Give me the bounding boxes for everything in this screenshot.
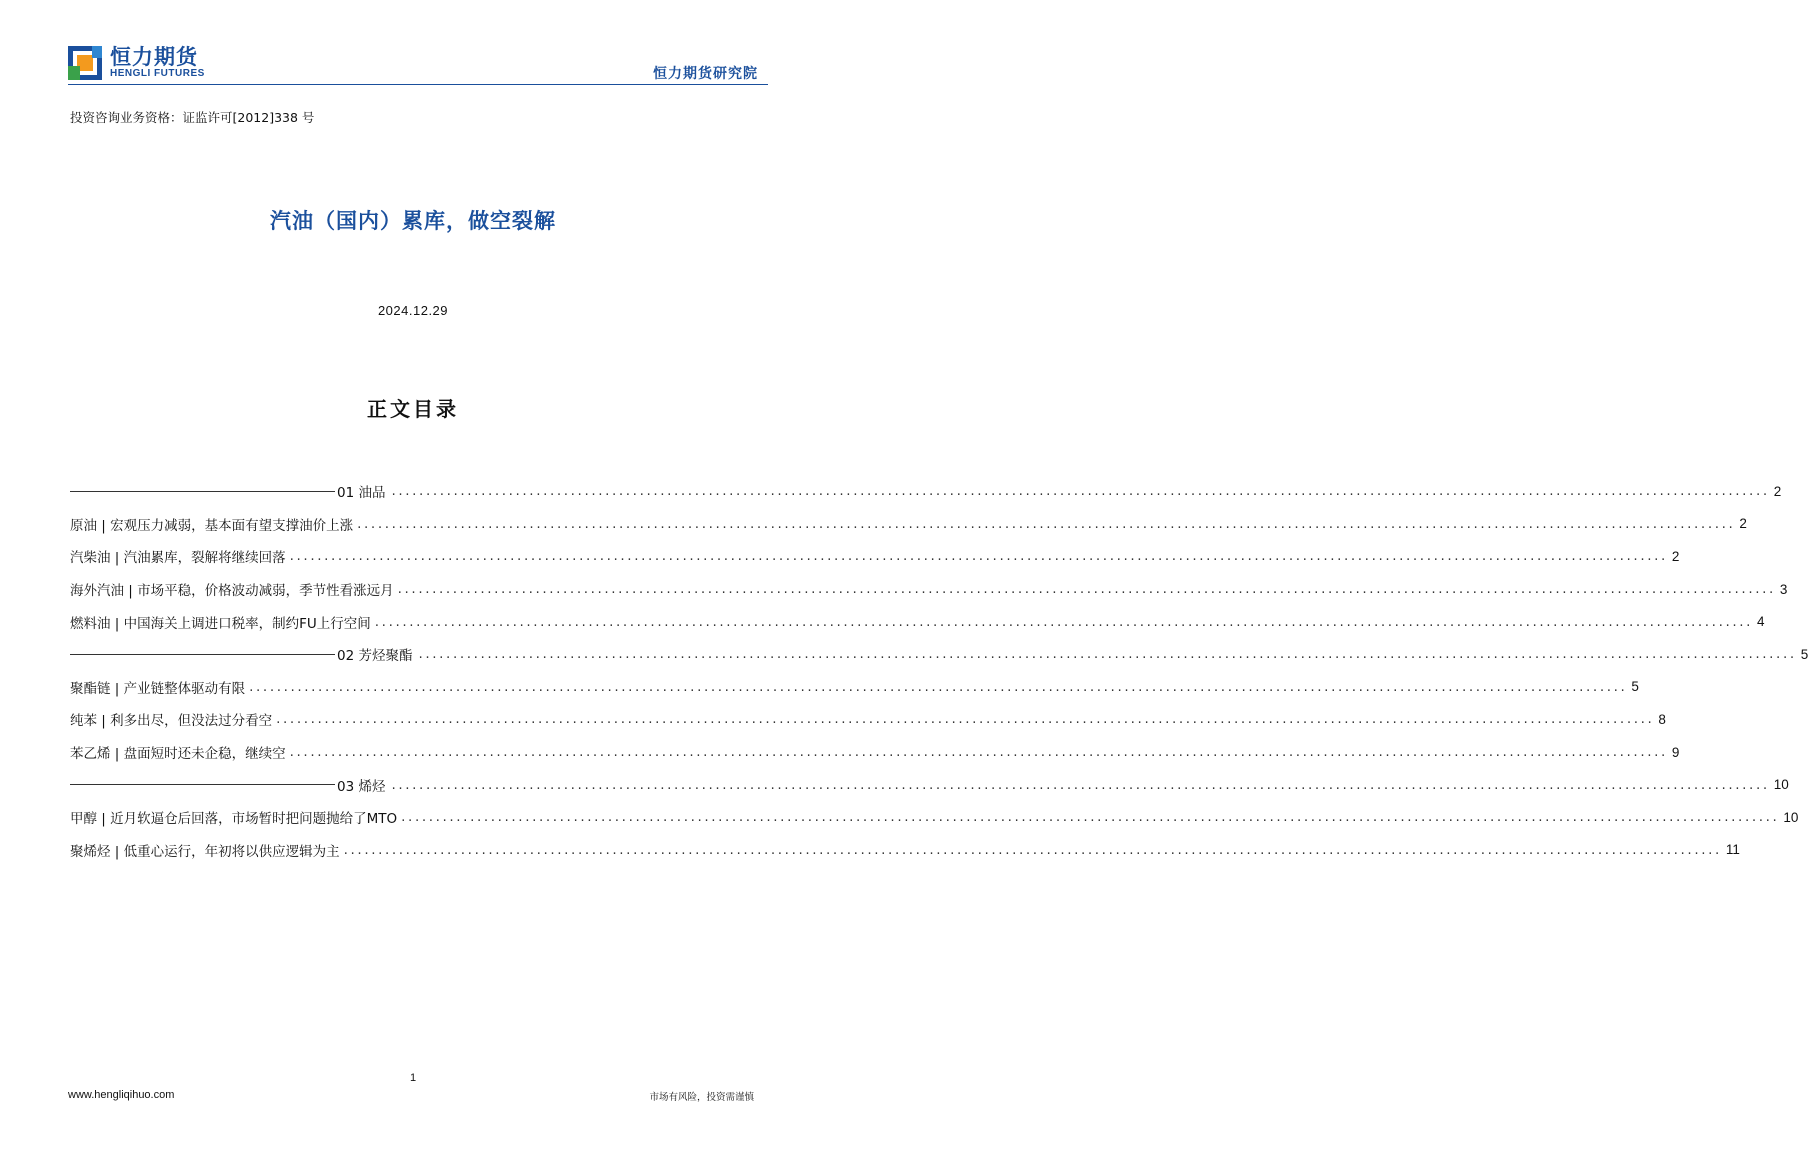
toc-entry-label: 纯苯 | 利多出尽，但没法过分看空 — [70, 713, 273, 730]
toc-page-number: 8 — [1658, 711, 1666, 727]
toc-entry[interactable] — [70, 573, 1788, 606]
toc-entry-label: 原油 | 宏观压力减弱，基本面有望支撑油价上涨 — [70, 517, 354, 534]
toc-page-number: 2 — [1773, 483, 1782, 499]
toc-page-number: 9 — [1671, 744, 1680, 760]
toc-section[interactable] — [70, 768, 1789, 801]
header-divider — [68, 84, 768, 85]
table-of-contents — [70, 475, 1808, 866]
logo-english-name: HENGLI FUTURES — [110, 68, 205, 79]
toc-leader-dots: ........................................................................................................................................................................................................ — [391, 776, 1770, 793]
toc-page-number: 3 — [1779, 581, 1788, 597]
toc-leader-dots: ........................................................................................................................................................................................................ — [249, 678, 1628, 695]
institute-name: 恒力期货研究院 — [653, 66, 758, 82]
toc-section-label: 03 烯烃 — [337, 778, 386, 795]
license-text: 投资咨询业务资格：证监许可[2012]338 号 — [70, 110, 315, 125]
toc-page-number: 5 — [1631, 679, 1639, 695]
toc-page-number: 2 — [1739, 516, 1747, 532]
toc-page-number: 4 — [1757, 614, 1765, 630]
toc-entry-label: 海外汽油 | 市场平稳，价格波动减弱，季节性看涨远月 — [70, 583, 394, 600]
toc-page-number: 2 — [1671, 548, 1680, 564]
toc-section-rule — [70, 491, 335, 492]
toc-page-number: 11 — [1725, 842, 1740, 858]
toc-section-label: 02 芳烃聚酯 — [337, 648, 413, 665]
toc-leader-dots: ........................................................................................................................................................................................................ — [418, 646, 1797, 663]
toc-entry[interactable] — [70, 736, 1680, 769]
website-url[interactable]: www.hengliqihuo.com — [68, 1089, 175, 1101]
toc-entry[interactable] — [70, 671, 1639, 704]
toc-entry[interactable] — [70, 834, 1740, 867]
toc-entry[interactable] — [70, 540, 1680, 573]
toc-section[interactable] — [70, 638, 1808, 671]
toc-entry-label: 甲醇 | 近月软逼仓后回落，市场暂时把问题抛给了MTO — [70, 811, 398, 828]
toc-leader-dots: ........................................................................................................................................................................................................ — [357, 515, 1736, 532]
company-logo — [68, 46, 205, 80]
toc-leader-dots: ........................................................................................................................................................................................................ — [343, 841, 1722, 858]
toc-entry-label: 苯乙烯 | 盘面短时还未企稳，继续空 — [70, 746, 286, 763]
logo-mark-icon — [68, 46, 102, 80]
risk-disclaimer: 市场有风险，投资需谨慎 — [649, 1092, 754, 1103]
report-date: 2024.12.29 — [377, 303, 449, 318]
toc-leader-dots: ........................................................................................................................................................................................................ — [289, 548, 1668, 565]
toc-leader-dots: ........................................................................................................................................................................................................ — [401, 809, 1780, 826]
toc-entry-label: 聚烯烃 | 低重心运行，年初将以供应逻辑为主 — [70, 843, 340, 860]
toc-leader-dots: ........................................................................................................................................................................................................ — [391, 483, 1770, 500]
toc-leader-dots: ........................................................................................................................................................................................................ — [276, 711, 1655, 728]
toc-page-number: 5 — [1800, 646, 1808, 662]
toc-entry[interactable] — [70, 508, 1747, 541]
toc-section-rule — [70, 654, 335, 655]
toc-entry-label: 汽柴油 | 汽油累库，裂解将继续回落 — [70, 550, 286, 567]
toc-leader-dots: ........................................................................................................................................................................................................ — [289, 744, 1668, 761]
toc-entry[interactable] — [70, 801, 1799, 834]
toc-page-number: 10 — [1783, 809, 1799, 825]
toc-entry[interactable] — [70, 703, 1666, 736]
toc-entry-label: 聚酯链 | 产业链整体驱动有限 — [70, 680, 246, 697]
toc-leader-dots: ........................................................................................................................................................................................................ — [397, 581, 1776, 598]
page-number: 1 — [409, 1072, 417, 1084]
toc-leader-dots: ........................................................................................................................................................................................................ — [374, 613, 1754, 630]
report-title: 汽油（国内）累库，做空裂解 — [270, 209, 556, 233]
logo-chinese-name: 恒力期货 — [110, 45, 198, 69]
toc-section[interactable] — [70, 475, 1782, 508]
toc-entry-label: 燃料油 | 中国海关上调进口税率，制约FU上行空间 — [70, 615, 371, 632]
toc-section-label: 01 油品 — [337, 485, 386, 502]
toc-entry[interactable] — [70, 605, 1765, 638]
toc-section-rule — [70, 784, 335, 785]
toc-page-number: 10 — [1773, 777, 1789, 793]
toc-heading: 正文目录 — [367, 397, 459, 421]
